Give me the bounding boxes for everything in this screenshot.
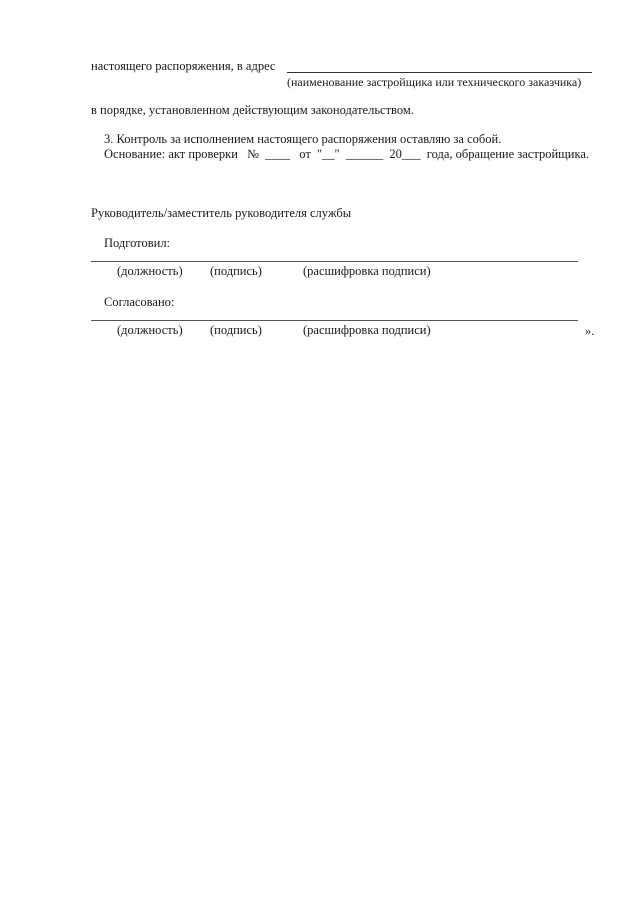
agreed-position-caption: (должность) (117, 323, 183, 337)
prepared-transcript-caption: (расшифровка подписи) (303, 264, 431, 278)
agreed-transcript-caption: (расшифровка подписи) (303, 323, 431, 337)
agreed-signature-line (91, 320, 578, 321)
prepared-label: Подготовил: (104, 236, 171, 250)
basis-suffix: года, обращение застройщика. (426, 147, 590, 161)
basis-day-blank: "__" (316, 147, 340, 161)
basis-from-word: от (299, 147, 311, 161)
control-clause: 3. Контроль за исполнением настоящего распоряжения оставляю за собой. (104, 132, 502, 146)
procedure-text: в порядке, установленном действующим законодательством. (91, 103, 414, 117)
address-blank-line (287, 72, 592, 73)
agreed-label: Согласовано: (104, 295, 175, 309)
basis-number-blank: ____ (265, 147, 291, 161)
basis-line (104, 148, 589, 161)
prepared-signature-line (91, 261, 578, 262)
basis-year-prefix: 20___ (389, 147, 421, 161)
basis-month-blank: ______ (345, 147, 384, 161)
basis-prefix: Основание: акт проверки (104, 147, 238, 161)
prepared-position-caption: (должность) (117, 264, 183, 278)
head-title: Руководитель/заместитель руководителя службы (91, 206, 352, 220)
address-lead-text: настоящего распоряжения, в адрес (91, 59, 276, 73)
address-caption: (наименование застройщика или технического заказчика) (287, 75, 582, 89)
closing-quote-mark: ». (585, 324, 595, 338)
prepared-signature-caption: (подпись) (210, 264, 262, 278)
agreed-signature-caption: (подпись) (210, 323, 262, 337)
basis-number-sign: № (247, 147, 260, 161)
